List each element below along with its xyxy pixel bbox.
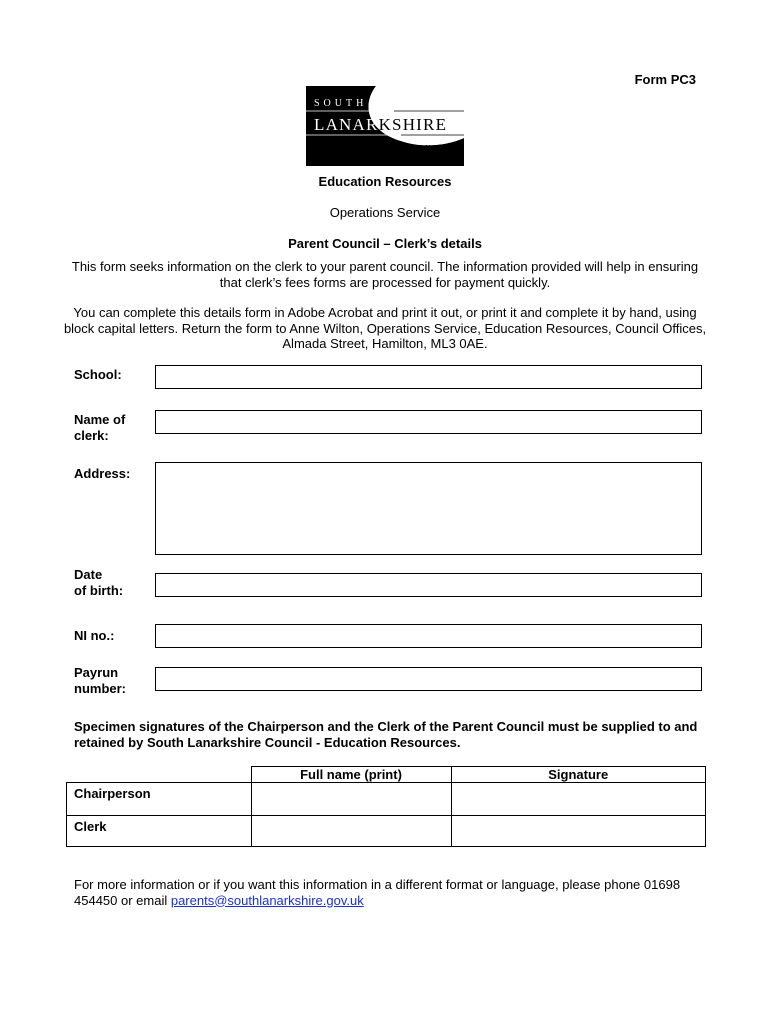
table-header-row (67, 767, 706, 783)
clerk-name-cell[interactable] (251, 816, 451, 847)
ni-field[interactable] (155, 624, 702, 648)
dob-field[interactable] (155, 573, 702, 597)
chairperson-name-cell[interactable] (251, 783, 451, 816)
school-field[interactable] (155, 365, 702, 389)
form-code: Form PC3 (634, 72, 696, 87)
chairperson-label: Chairperson (67, 783, 252, 816)
council-logo (306, 86, 464, 166)
signature-table (66, 766, 706, 847)
specimen-note: Specimen signatures of the Chairperson and the Clerk of the Parent Council must be supplied to and retained by South Lanarkshire Council - Education Resources. (74, 719, 698, 750)
logo-line3: COUNCIL (400, 144, 456, 152)
chairperson-signature-cell[interactable] (451, 783, 706, 816)
address-label: Address: (74, 466, 131, 481)
blank-header-cell (67, 767, 252, 783)
form-title: Parent Council – Clerk’s details (288, 236, 482, 251)
clerk-label: Clerk (67, 816, 252, 847)
dob-label: Date of birth: (74, 567, 124, 598)
service-heading: Operations Service (329, 205, 441, 220)
payrun-field[interactable] (155, 667, 702, 691)
clerk-signature-cell[interactable] (451, 816, 706, 847)
logo-line1: SOUTH (314, 98, 368, 109)
footer-text: For more information or if you want this information in a different format or language, please phone 01698 454450 or email (74, 877, 681, 908)
payrun-label: Payrun number: (74, 665, 126, 696)
footer-contact (74, 877, 724, 908)
address-field[interactable] (155, 462, 702, 555)
email-link[interactable]: parents@southlanarkshire.gov.uk (170, 892, 364, 908)
school-label: School: (74, 367, 122, 382)
svg-text:LANARKSHIRE: LANARKSHIRE (314, 115, 448, 134)
clerk-name-field[interactable] (155, 410, 702, 434)
intro-paragraph-2: You can complete this details form in Adobe Acrobat and print it out, or print it and complete it by hand, using block capital letters. Return the form to Anne Wilton, Operations Service, Education Resources, Council Offices, Almada Street, Hamilton, ML3 0AE. (63, 305, 707, 351)
intro-paragraph-1: This form seeks information on the clerk to your parent council. The information provided will help in ensuring that clerk’s fees forms are processed for payment quickly. (71, 259, 699, 290)
department-heading: Education Resources (318, 174, 452, 189)
clerk-name-label: Name of clerk: (74, 412, 126, 443)
table-row (67, 816, 706, 847)
full-name-header: Full name (print) (251, 767, 451, 783)
table-row (67, 783, 706, 816)
signature-header: Signature (451, 767, 706, 783)
ni-label: NI no.: (74, 628, 115, 643)
